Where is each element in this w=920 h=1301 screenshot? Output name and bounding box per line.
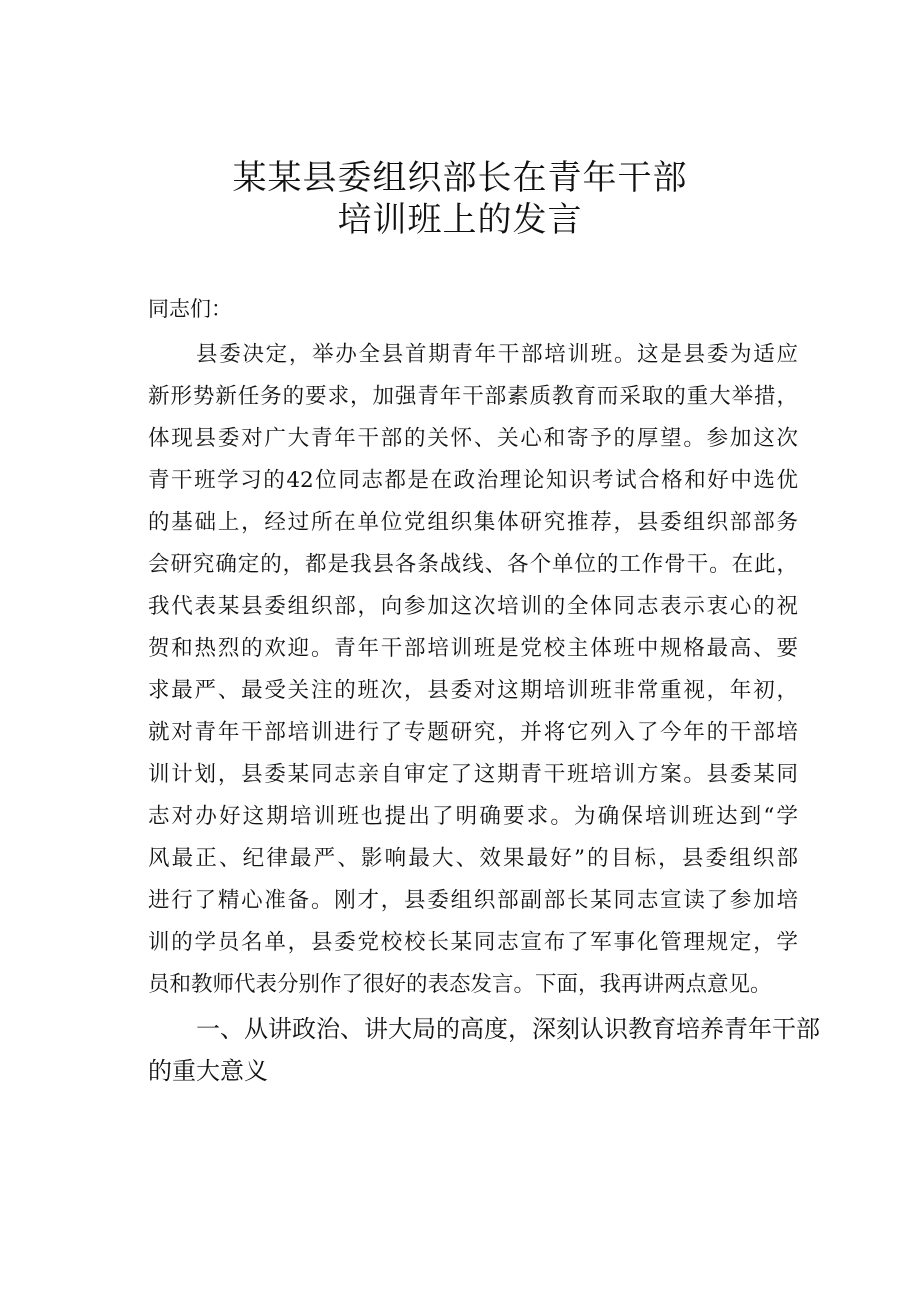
paragraph-line: 求最严、最受关注的班次，县委对这期培训班非常重视，年初， bbox=[148, 678, 798, 703]
paragraph-line: 县委决定，举办全县首期青年干部培训班。这是县委为适应 bbox=[196, 342, 798, 367]
paragraph-line: 的基础上，经过所在单位党组织集体研究推荐，县委组织部部务 bbox=[148, 510, 798, 535]
paragraph-line: 贺和热烈的欢迎。青年干部培训班是党校主体班中规格最高、要 bbox=[148, 636, 798, 661]
paragraph-line: 员和教师代表分别作了很好的表态发言。下面，我再讲两点意见。 bbox=[148, 972, 772, 997]
paragraph-line: 体现县委对广大青年干部的关怀、关心和寄予的厚望。参加这次 bbox=[148, 426, 798, 451]
paragraph-line: 我代表某县委组织部，向参加这次培训的全体同志表示衷心的祝 bbox=[148, 594, 798, 619]
paragraph-line: 青干班学习的42位同志都是在政治理论知识考试合格和好中选优 bbox=[148, 468, 798, 493]
paragraph-line: 会研究确定的，都是我县各条战线、各个单位的工作骨干。在此， bbox=[148, 552, 798, 577]
salutation: 同志们： bbox=[148, 297, 232, 321]
paragraph-line: 就对青年干部培训进行了专题研究，并将它列入了今年的干部培 bbox=[148, 720, 798, 745]
paragraph-line: 训的学员名单，县委党校校长某同志宣布了军事化管理规定，学 bbox=[148, 930, 798, 955]
document-title-line-2: 培训班上的发言 bbox=[337, 200, 583, 240]
paragraph-line: 风最正、纪律最严、影响最大、效果最好”的目标，县委组织部 bbox=[148, 846, 798, 871]
section-heading-line-1: 一、从讲政治、讲大局的高度，深刻认识教育培养青年干部 bbox=[196, 1015, 820, 1043]
paragraph-line: 志对办好这期培训班也提出了明确要求。为确保培训班达到“学 bbox=[148, 804, 798, 829]
section-heading-line-2: 的重大意义 bbox=[148, 1057, 268, 1085]
paragraph-line: 新形势新任务的要求，加强青年干部素质教育而采取的重大举措， bbox=[148, 384, 798, 409]
paragraph-line: 训计划，县委某同志亲自审定了这期青干班培训方案。县委某同 bbox=[148, 762, 798, 787]
document-title-line-1: 某某县委组织部长在青年干部 bbox=[232, 158, 688, 198]
paragraph-line: 进行了精心准备。刚才，县委组织部副部长某同志宣读了参加培 bbox=[148, 888, 798, 913]
